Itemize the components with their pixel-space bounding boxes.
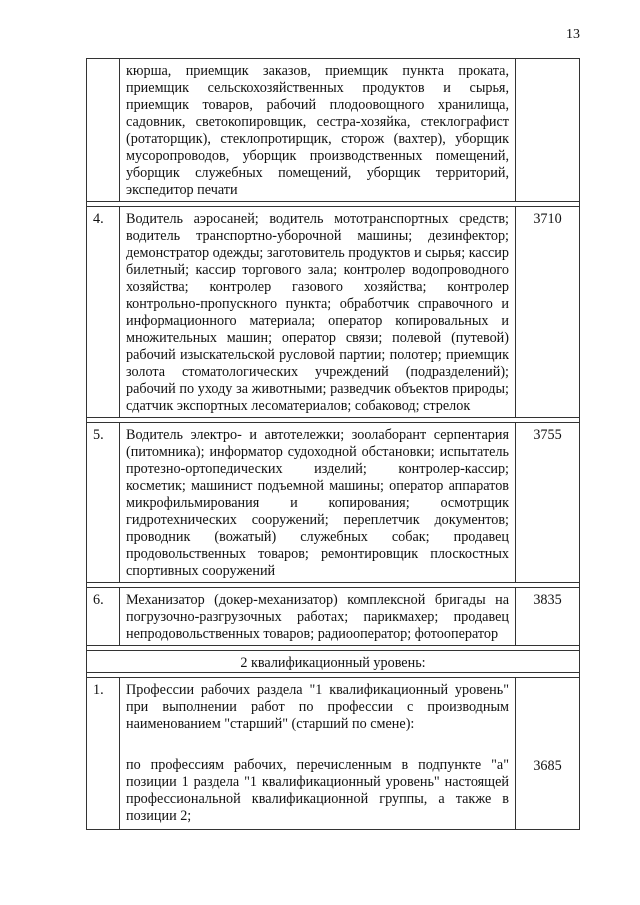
level-heading-row — [87, 651, 580, 673]
row-description: Водитель аэросаней; водитель мототранспортных средств; водитель транспортно-уборочной машины; дезинфектор; демонстратор одежды; заготовитель продуктов и сырья; кассир билетный; кассир торгового зала; контролер водопроводного хозяйства; контролер газового хозяйства; контролер контрольно-пропускного пункта; обработчик справочного и информационного материала; оператор копировальных и множительных машин; оператор связи; полевой (путевой) рабочий изыскательской русловой партии; полотер; приемщик золота стоматологических учреждений (подразделений); рабочий по уходу за животными; разведчик объектов природы; сдатчик экспортных лесоматериалов; собаковод; стрелок — [120, 207, 516, 418]
row-number: 6. — [87, 588, 120, 646]
table-row — [87, 678, 580, 830]
level-heading: 2 квалификационный уровень: — [87, 651, 580, 673]
row-value: 3710 — [516, 207, 580, 418]
row-description — [120, 678, 516, 830]
row-description-part-b: по профессиям рабочих, перечисленным в подпункте "а" позиции 1 раздела "1 квалификационный уровень" настоящей профессиональной квалификационной группы, а также в позиции 2; — [126, 757, 509, 824]
table-row — [87, 588, 580, 646]
tariff-table — [86, 58, 580, 830]
row-value: 3835 — [516, 588, 580, 646]
row-description: кюрша, приемщик заказов, приемщик пункта проката, приемщик сельскохозяйственных продуктов и сырья, приемщик товаров, рабочий плодоовощного хранилища, садовник, светокопировщик, сестра-хозяйка, стеклографист (ротаторщик), стеклопротирщик, сторож (вахтер), уборщик мусоропроводов, уборщик производственных помещений, уборщик служебных помещений, уборщик территорий, экспедитор печати — [120, 59, 516, 202]
page-number: 13 — [566, 27, 580, 42]
row-description: Механизатор (докер-механизатор) комплексной бригады на погрузочно-разгрузочных работах; парикмахер; продавец непродовольственных товаров; радиооператор; фотооператор — [120, 588, 516, 646]
row-number: 1. — [87, 678, 120, 830]
row-number — [87, 59, 120, 202]
row-description-part-a: Профессии рабочих раздела "1 квалификационный уровень" при выполнении работ по профессии с производным наименованием "старший" (старший по смене): — [126, 682, 509, 732]
row-value — [516, 59, 580, 202]
table-row — [87, 207, 580, 418]
row-number: 5. — [87, 423, 120, 583]
row-value: 3685 — [516, 678, 580, 830]
row-description: Водитель электро- и автотележки; зоолаборант серпентария (питомника); информатор судоходной обстановки; испытатель протезно-ортопедических изделий; контролер-кассир; косметик; машинист подъемной машины; оператор аппаратов микрофильмирования и копирования; осмотрщик гидротехнических сооружений; переплетчик документов; проводник (вожатый) служебных собак; продавец продовольственных товаров; ремонтировщик плоскостных спортивных сооружений — [120, 423, 516, 583]
row-number: 4. — [87, 207, 120, 418]
table-row — [87, 59, 580, 202]
table-row — [87, 423, 580, 583]
row-value: 3755 — [516, 423, 580, 583]
